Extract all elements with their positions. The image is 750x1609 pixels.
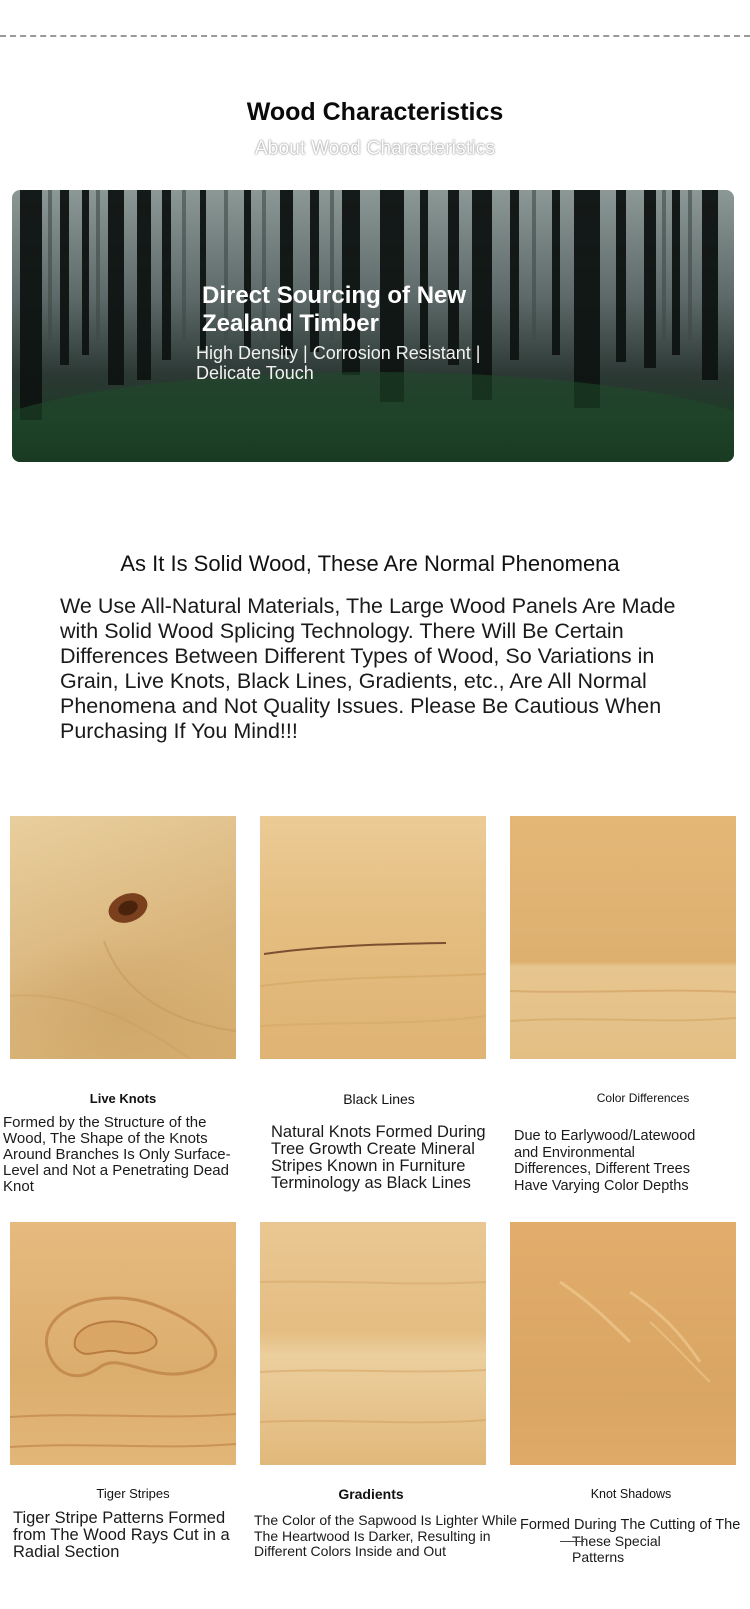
label-tiger-stripes: Tiger Stripes	[96, 1486, 170, 1501]
desc-tiger-stripes: Tiger Stripe Patterns Formed from The Wood Rays Cut in a Radial Section	[13, 1509, 230, 1561]
knot-shadows-image	[510, 1222, 736, 1465]
label-gradients: Gradients	[338, 1486, 404, 1502]
stray-dash-mark	[560, 1541, 584, 1542]
desc-gradients: The Color of the Sapwood Is Lighter While The Heartwood Is Darker, Resulting in Different Colors Inside and Out	[254, 1512, 518, 1559]
live-knots-image	[10, 816, 236, 1059]
desc-knot-shadows-line2: These Special Patterns	[572, 1533, 661, 1565]
desc-black-lines: Natural Knots Formed During Tree Growth Create Mineral Stripes Known in Furniture Terminology as Black Lines	[271, 1123, 486, 1192]
desc-knot-shadows-line1: Formed During The Cutting of The	[520, 1517, 741, 1533]
black-lines-image	[260, 816, 486, 1059]
phenomena-body: We Use All-Natural Materials, The Large Wood Panels Are Made with Solid Wood Splicing Technology. There Will Be Certain Differences Between Different Types of Wood, So Variations in Grain, Live Knots, Black Lines, Gradients, etc., Are All Normal Phenomena and Not Quality Issues. Please Be Cautious When Purchasing If You Mind!!!	[60, 594, 676, 743]
desc-live-knots: Formed by the Structure of the Wood, The Shape of the Knots Around Branches Is Only Surface-Level and Not a Penetrating Dead Knot	[3, 1114, 231, 1195]
page-subtitle: About Wood Characteristics	[254, 138, 496, 159]
page-title: Wood Characteristics	[246, 98, 504, 126]
phenomena-title: As It Is Solid Wood, These Are Normal Phenomena	[120, 551, 620, 576]
label-knot-shadows: Knot Shadows	[590, 1487, 672, 1501]
gradients-image	[260, 1222, 486, 1465]
top-dashed-divider	[0, 35, 750, 37]
color-differences-image	[510, 816, 736, 1059]
label-live-knots: Live Knots	[89, 1091, 157, 1106]
desc-color-differences: Due to Earlywood/Latewood and Environmental Differences, Different Trees Have Varying Color Depths	[514, 1128, 696, 1194]
hero-banner	[12, 190, 734, 462]
label-color-differences: Color Differences	[596, 1091, 690, 1105]
tiger-stripes-image	[10, 1222, 236, 1465]
hero-subtitle: High Density | Corrosion Resistant | Delicate Touch	[196, 343, 481, 383]
hero-title: Direct Sourcing of New Zealand Timber	[202, 282, 467, 337]
label-black-lines: Black Lines	[343, 1091, 415, 1107]
